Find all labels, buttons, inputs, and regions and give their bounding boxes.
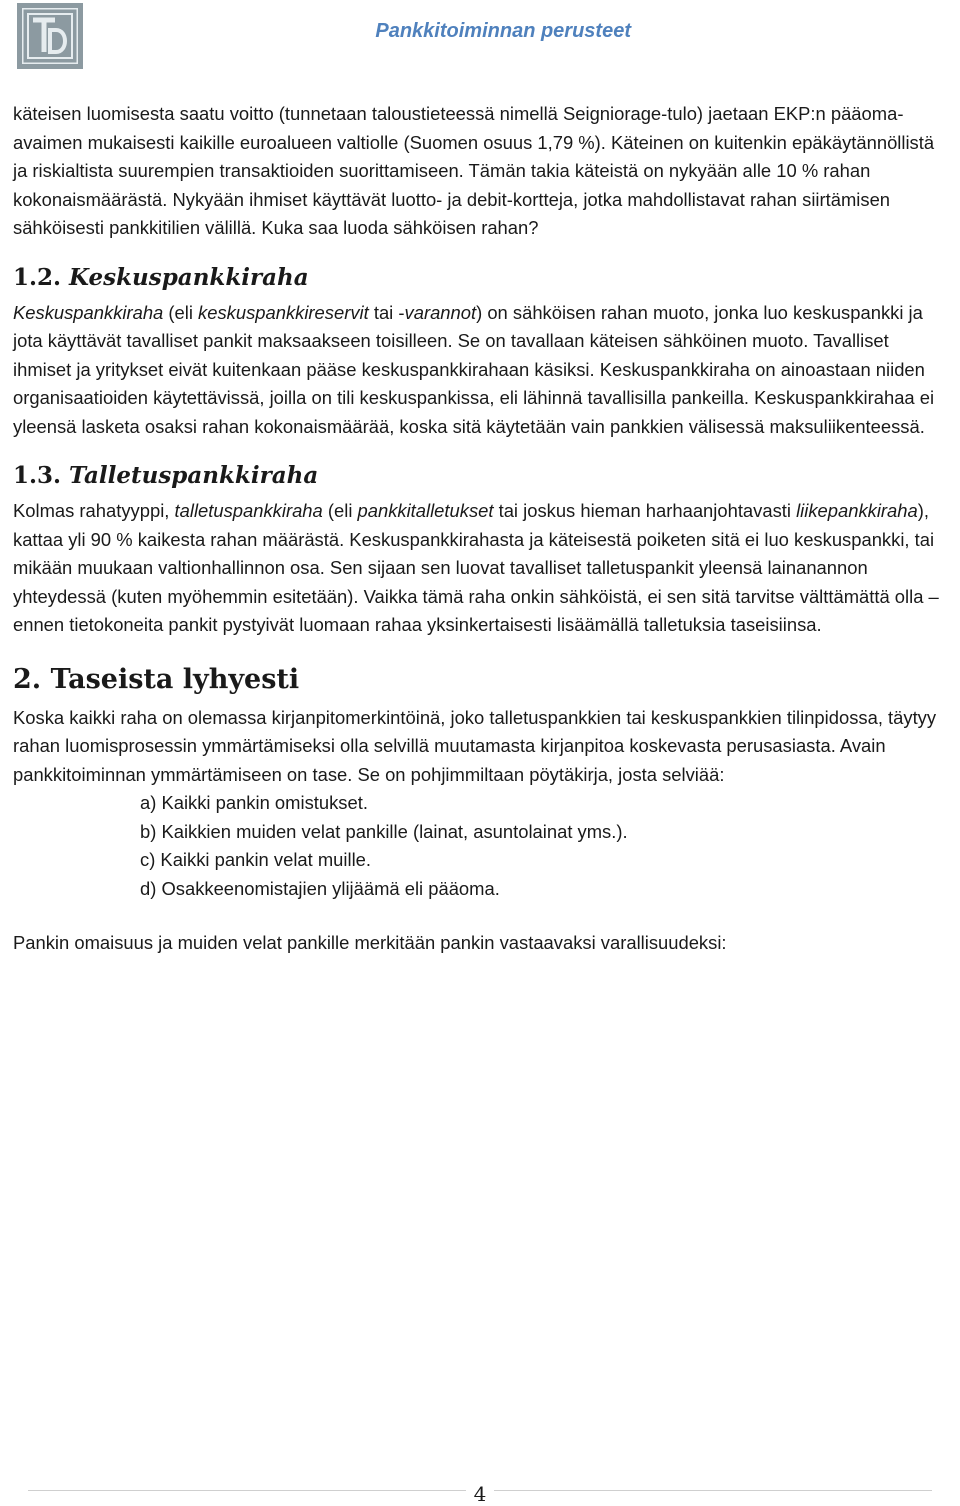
page-number — [0, 1482, 960, 1506]
section-number: 1.2. — [13, 263, 62, 291]
balance-sheet-list — [13, 789, 943, 903]
td-logo-icon — [17, 3, 83, 69]
closing-paragraph: Pankin omaisuus ja muiden velat pankille merkitään pankin vastaavaksi varallisuudeksi: — [13, 932, 727, 953]
header-title: Pankkitoiminnan perusteet — [375, 20, 631, 42]
term: pankkitalletukset — [357, 500, 494, 521]
intro-paragraph: käteisen luomisesta saatu voitto (tunnetaan taloustieteessä nimellä Seigniorage-tulo) jaetaan EKP:n pääoma-avaimen mukaisesti kaikille euroalueen valtiolle (Suomen osuus 1,79 %). Käteinen on kuitenkin epäkäytännöllistä ja riskialtista suurempien transaktioiden suorittamiseen. Tämän takia käteistä on nykyään alle 10 % rahan kokonaismäärästä. Nykyään ihmiset käyttävät luotto- ja debit-kortteja, jotka mahdollistavat rahan siirtämisen sähköisesti pankkitilien välillä. Kuka saa luoda sähköisen rahan? — [13, 103, 935, 238]
term: varannot — [404, 301, 477, 323]
list-item: a) Kaikki pankin omistukset. — [140, 792, 368, 813]
section-heading-taseista: 2. Taseista lyhyesti — [13, 663, 300, 695]
term: liikepankkiraha — [796, 500, 918, 521]
text-span: Kolmas rahatyyppi, — [13, 500, 175, 521]
page-number-value: 4 — [466, 1482, 495, 1506]
list-item: c) Kaikki pankin velat muille. — [140, 849, 371, 870]
keskuspankkiraha-paragraph — [13, 299, 943, 442]
talletuspankkiraha-paragraph — [13, 497, 943, 640]
text-span: tai joskus hieman harhaanjohtavasti — [493, 500, 797, 521]
text-span: (eli — [163, 301, 199, 323]
section-title: Keskuspankkiraha — [69, 263, 309, 291]
text-span: tai - — [368, 301, 405, 323]
section-title: Talletuspankkiraha — [69, 462, 319, 489]
text-span: ) on sähköisen rahan muoto, jonka luo keskuspankki ja jota käyttävät tavalliset pankit maksaakseen toisilleen. Se on tavallaan käteisen sähköinen muoto. Tavalliset ihmiset ja yritykset eivät kuitenkaan pääse keskuspankkirahaan käsiksi. Keskuspankkiraha on ainoastaan niiden organisaatioiden käytettävissä, joilla on tili keskuspankissa, eli lähinnä tavallisilla pankeilla. Keskuspankkirahaa ei yleensä lasketa osaksi rahan kokonaismäärää, koska sitä käytetään vain pankkien välisessä maksuliikenteessä. — [13, 301, 935, 437]
section-number: 1.3. — [13, 462, 62, 489]
list-item: b) Kaikkien muiden velat pankille (lainat, asuntolainat yms.). — [140, 820, 628, 842]
term: keskuspankkireservit — [198, 301, 369, 323]
term: Keskuspankkiraha — [13, 301, 164, 323]
section-heading-talletuspankkiraha — [13, 461, 943, 491]
text-span: (eli — [322, 500, 358, 521]
document-body — [13, 100, 943, 958]
section-heading-keskuspankkiraha — [13, 263, 943, 293]
term: talletuspankkiraha — [174, 500, 323, 521]
text-span: ), kattaa yli 90 % kaikesta rahan määrästä. Keskuspankkirahasta ja käteisestä poiketen sitä ei luo keskuspankki, tai mikään muukaan valtionhallinnon osa. Sen sijaan sen luovat tavalliset talletuspankit yleensä lainanannon yhteydessä (kuten myöhemmin esitetään). Vaikka tämä raha onkin sähköistä, ei sen sitä tarvitse välttämättä olla – ennen tietokoneita pankit pystyivät luomaan rahaa yksinkertaisesti lisäämällä talletuksia taseisiinsa. — [13, 500, 939, 635]
list-item: d) Osakkeenomistajien ylijäämä eli pääoma. — [140, 877, 500, 899]
taseista-paragraph: Koska kaikki raha on olemassa kirjanpitomerkintöinä, joko talletuspankkien tai keskuspankkien tilinpidossa, täytyy rahan luomisprosessin ymmärtämiseksi olla selvillä muutamasta kirjanpitoa koskevasta perusasiasta. Avain pankkitoiminnan ymmärtämiseen on tase. Se on pohjimmiltaan pöytäkirja, josta selviää: — [13, 706, 937, 785]
